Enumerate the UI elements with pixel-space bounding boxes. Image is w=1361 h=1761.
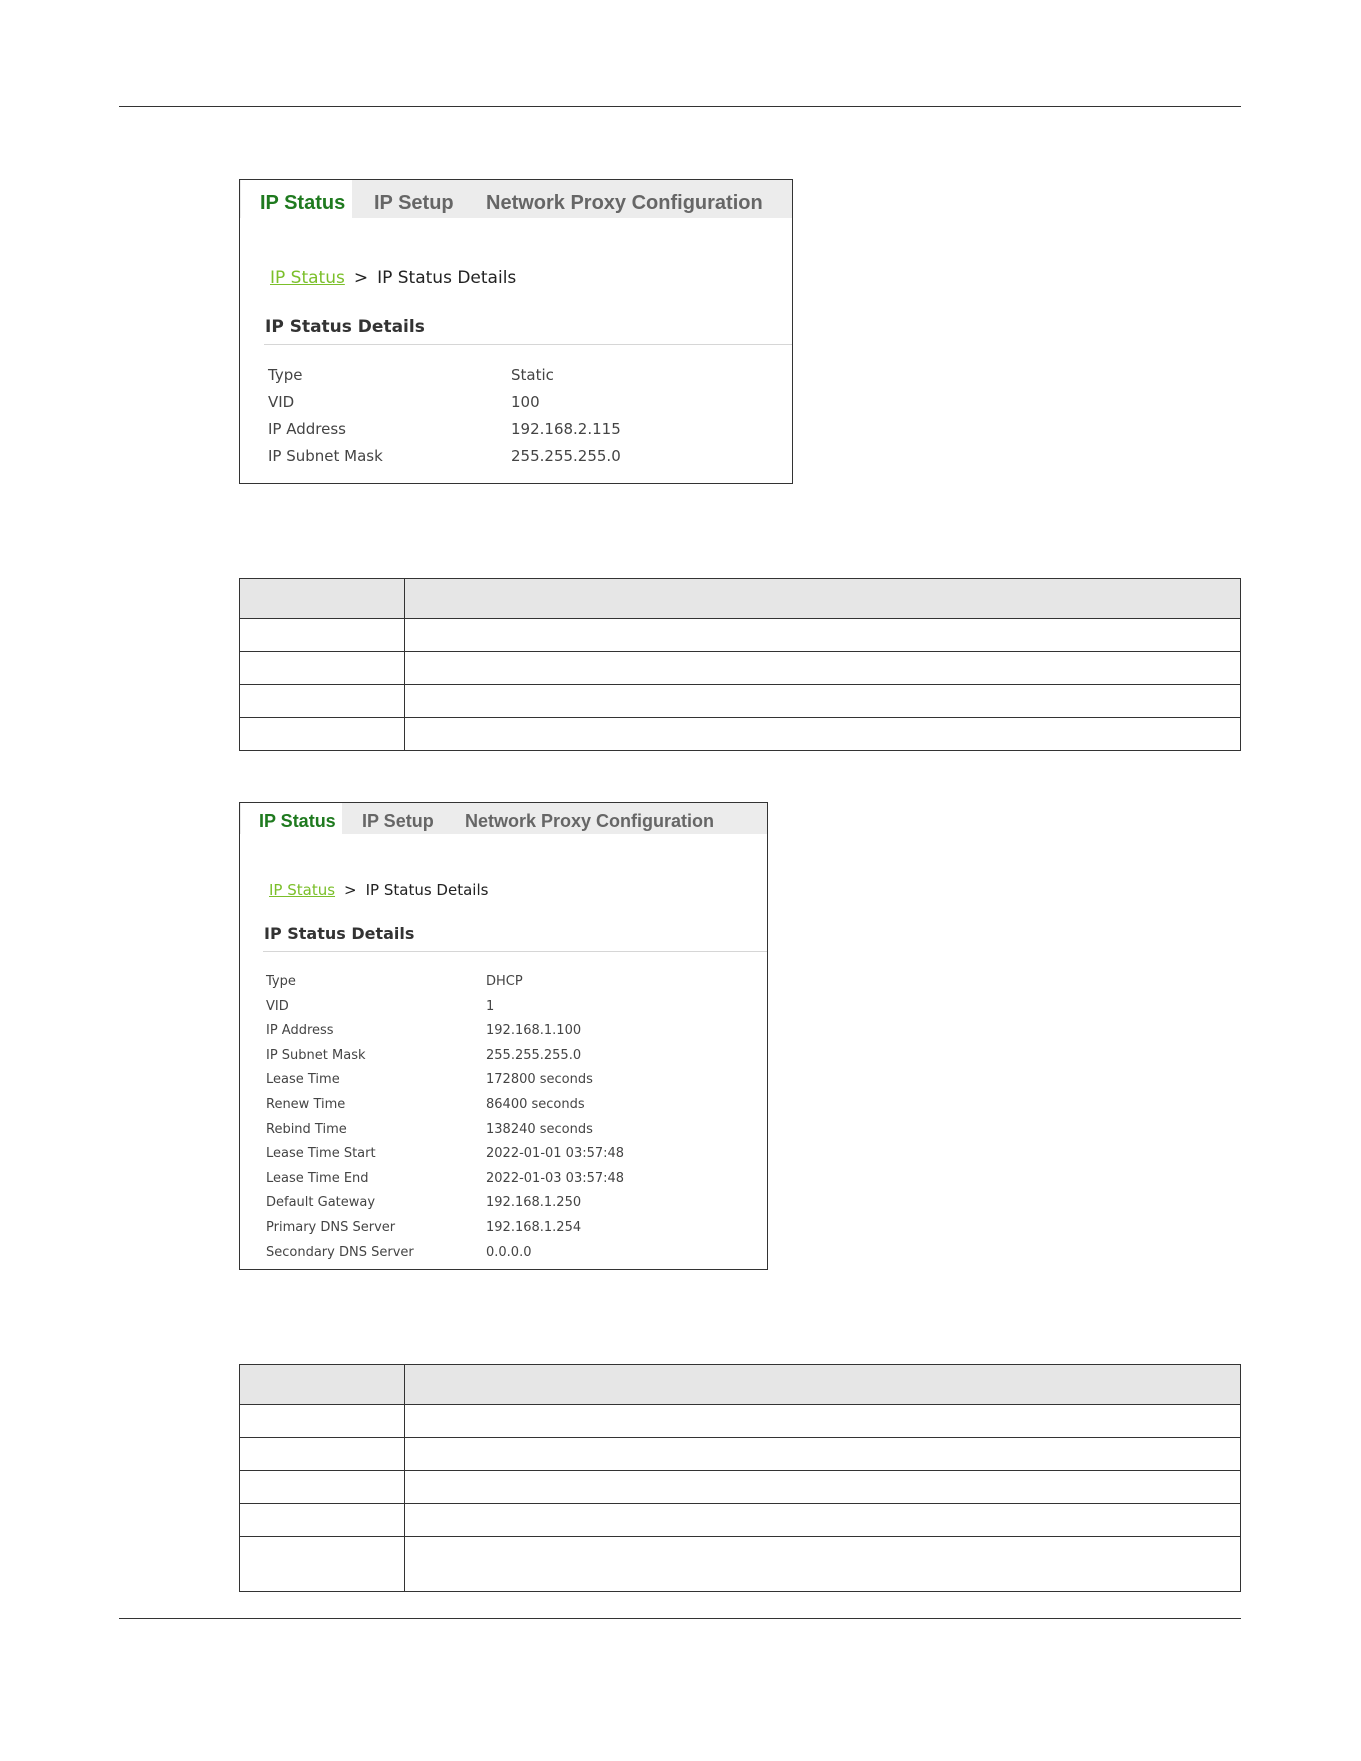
detail-value: 2022-01-03 03:57:48 <box>486 1170 625 1186</box>
tab-ip-setup[interactable]: IP Setup <box>362 811 434 831</box>
detail-value: 192.168.2.115 <box>511 420 621 438</box>
detail-value: 192.168.1.250 <box>486 1195 582 1211</box>
detail-value: 0.0.0.0 <box>486 1244 532 1260</box>
breadcrumb-current: IP Status Details <box>365 881 489 899</box>
table-row <box>240 1471 1241 1504</box>
detail-value: 138240 seconds <box>486 1121 593 1137</box>
detail-label: Type <box>266 974 296 989</box>
table-header-cell <box>405 1365 1241 1405</box>
detail-value: 255.255.255.0 <box>486 1047 582 1063</box>
table-cell <box>405 685 1241 718</box>
tab-network-proxy-configuration[interactable]: Network Proxy Configuration <box>486 192 763 214</box>
detail-label: VID <box>266 998 289 1014</box>
breadcrumb-separator: > <box>344 881 357 899</box>
ip-status-panel-dhcp <box>239 802 768 1270</box>
table-cell <box>240 1438 405 1471</box>
tab-ip-status[interactable]: IP Status <box>241 180 352 218</box>
detail-label: Default Gateway <box>266 1195 376 1211</box>
detail-value: DHCP <box>486 974 523 989</box>
table-cell <box>405 1504 1241 1537</box>
table-cell <box>405 652 1241 685</box>
detail-label: Secondary DNS Server <box>266 1244 414 1260</box>
breadcrumb-link-ip-status[interactable]: IP Status <box>269 881 336 899</box>
detail-label: Lease Time <box>266 1072 340 1088</box>
table-row <box>240 652 1241 685</box>
table-cell <box>240 1405 405 1438</box>
table-cell <box>405 619 1241 652</box>
ip-status-panel-static <box>239 179 793 484</box>
table-header-cell <box>240 1365 405 1405</box>
detail-label: IP Address <box>268 420 346 438</box>
field-description-table-2 <box>239 1364 1241 1592</box>
detail-label: Lease Time Start <box>266 1146 376 1162</box>
section-title: IP Status Details <box>265 317 425 337</box>
table-cell <box>405 1405 1241 1438</box>
table-cell <box>405 718 1241 751</box>
detail-label: Rebind Time <box>266 1121 347 1137</box>
table-cell <box>240 718 405 751</box>
detail-value: 2022-01-01 03:57:48 <box>486 1146 625 1162</box>
table-cell <box>405 1438 1241 1471</box>
detail-label: Lease Time End <box>266 1170 369 1186</box>
tab-bar <box>240 803 767 834</box>
detail-label: IP Subnet Mask <box>266 1047 366 1063</box>
table-row <box>240 1504 1241 1537</box>
table-row <box>240 1438 1241 1471</box>
section-divider <box>264 344 792 345</box>
table-row <box>240 685 1241 718</box>
detail-value: Static <box>511 366 554 384</box>
tab-network-proxy-configuration[interactable]: Network Proxy Configuration <box>465 811 715 831</box>
table-header-row <box>240 1365 1241 1405</box>
detail-value: 1 <box>486 998 495 1014</box>
detail-value: 192.168.1.100 <box>486 1023 582 1039</box>
table-cell <box>240 1537 405 1592</box>
detail-label: VID <box>268 393 295 411</box>
detail-value: 192.168.1.254 <box>486 1220 582 1235</box>
section-divider <box>263 951 767 952</box>
footer-rule <box>119 1618 1241 1619</box>
detail-value: 86400 seconds <box>486 1097 585 1112</box>
table-row <box>240 1537 1241 1592</box>
table-header-row <box>240 579 1241 619</box>
table-row <box>240 1405 1241 1438</box>
table-cell <box>405 1537 1241 1592</box>
field-description-table-1 <box>239 578 1241 751</box>
detail-label: Primary DNS Server <box>266 1220 396 1235</box>
tab-bar <box>240 180 792 218</box>
header-rule <box>119 106 1241 107</box>
table-row <box>240 619 1241 652</box>
detail-label: Type <box>268 366 303 384</box>
table-header-cell <box>240 579 405 619</box>
detail-label: IP Subnet Mask <box>268 447 383 465</box>
table-cell <box>240 652 405 685</box>
breadcrumb-link-ip-status[interactable]: IP Status <box>270 268 345 288</box>
detail-value: 172800 seconds <box>486 1072 593 1088</box>
detail-value: 100 <box>511 393 540 411</box>
table-cell <box>240 1471 405 1504</box>
section-title: IP Status Details <box>264 924 415 943</box>
tab-ip-setup[interactable]: IP Setup <box>374 192 454 214</box>
detail-label: Renew Time <box>266 1097 346 1112</box>
detail-label: IP Address <box>266 1023 334 1039</box>
table-cell <box>240 685 405 718</box>
table-header-cell <box>405 579 1241 619</box>
detail-value: 255.255.255.0 <box>511 447 621 465</box>
table-cell <box>405 1471 1241 1504</box>
breadcrumb-current: IP Status Details <box>377 268 517 288</box>
table-row <box>240 718 1241 751</box>
table-cell <box>240 619 405 652</box>
breadcrumb-separator: > <box>353 268 369 288</box>
breadcrumb <box>270 268 516 288</box>
tab-ip-status[interactable]: IP Status <box>241 803 342 834</box>
breadcrumb <box>269 881 488 899</box>
table-cell <box>240 1504 405 1537</box>
